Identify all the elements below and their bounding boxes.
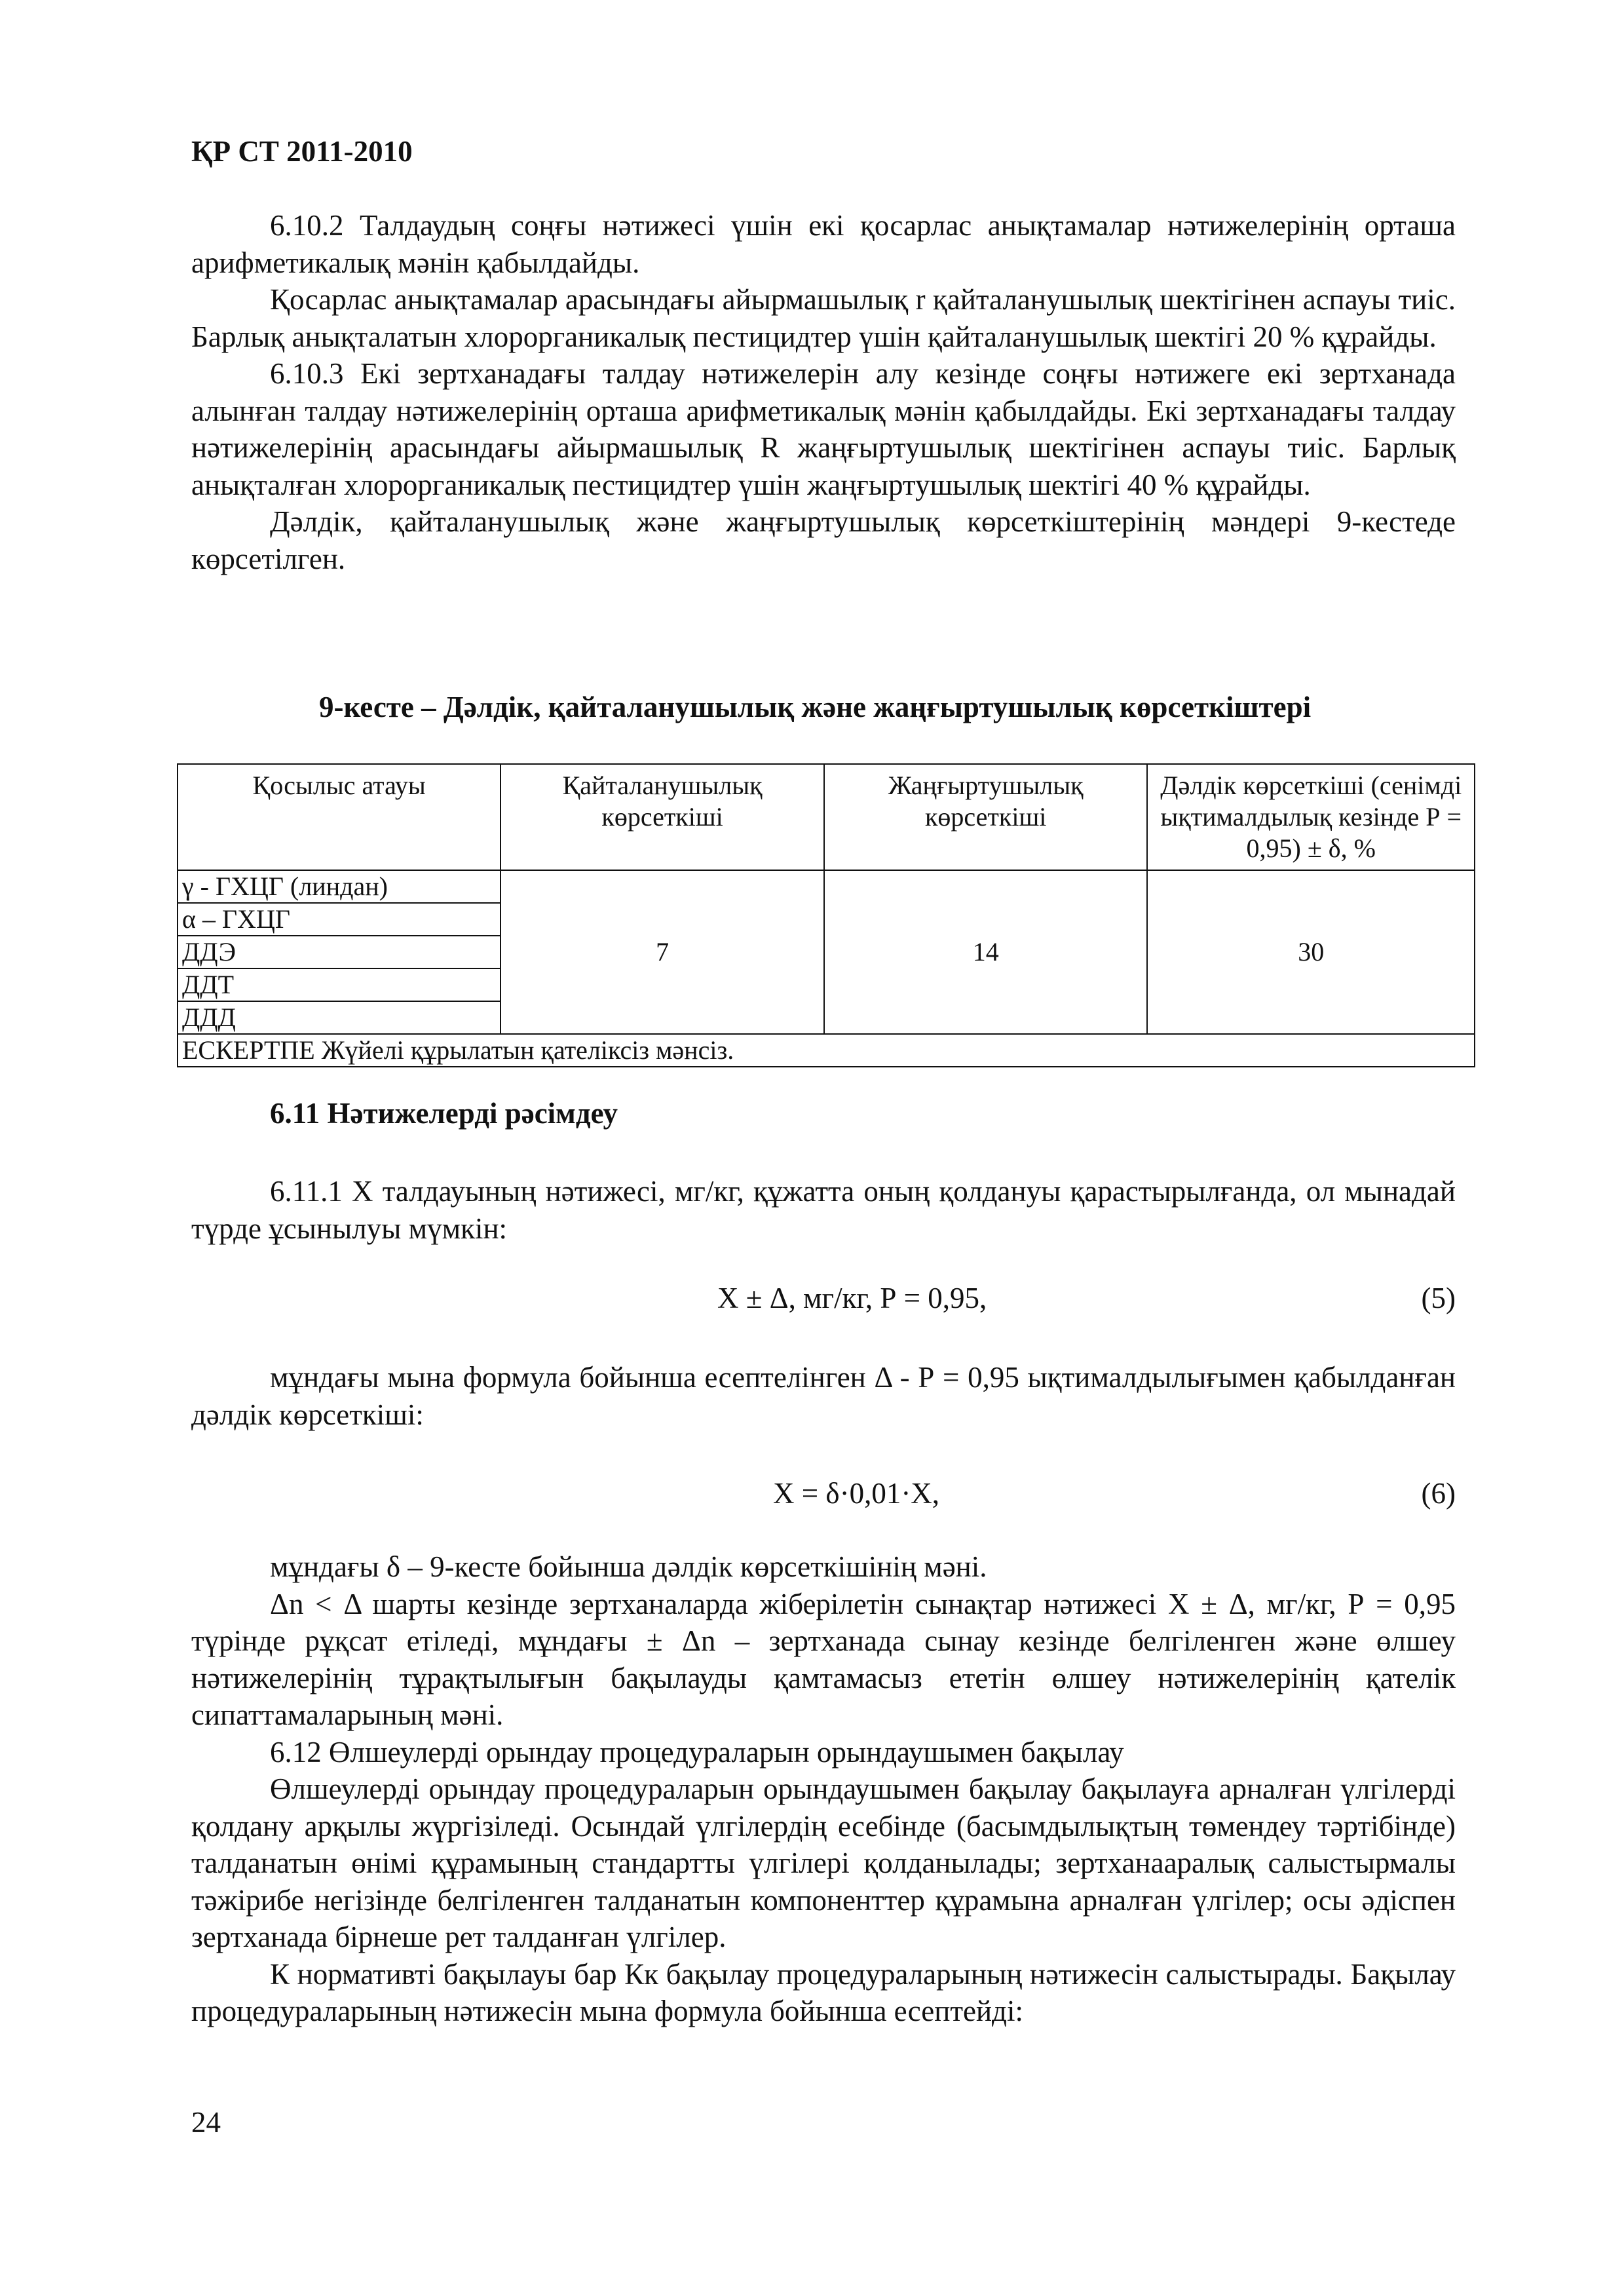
header-reproducibility: Жаңғыртушылық көрсеткіші — [824, 764, 1148, 870]
section-611-text — [191, 1173, 1456, 1247]
section-heading: 6.11 Нәтижелерді рәсімдеу — [270, 1097, 618, 1130]
repeatability-value: 7 — [500, 870, 824, 1034]
header-compound-name: Қосылыс атауы — [178, 764, 500, 870]
reproducibility-value: 14 — [824, 870, 1148, 1034]
table-note: ЕСКЕРТПЕ Жүйелі құрылатын қателіксіз мәнсіз. — [178, 1034, 1475, 1067]
paragraph: Δn < Δ шарты кезінде зертханаларда жіберілетін сынақтар нәтижесі Х ± Δ, мг/кг, Р = 0,95 түрінде рұқсат етіледі, мұндағы ± Δn – зертханада сынау кезінде белгіленген және өлшеу нәтижелерінің тұрақтылығын бақылауды қамтамасыз ететін өлшеу нәтижелерінің қателік сипаттамаларының мәні. — [191, 1587, 1456, 1731]
accuracy-value: 30 — [1147, 870, 1475, 1034]
compound-name: ДДЭ — [178, 936, 500, 968]
paragraph: 6.10.3 Екі зертханадағы талдау нәтижелерін алу кезінде соңғы нәтижеге екі зертханада алынған талдау нәтижелерінің орташа арифметикалық мәнін қабылдайды. Екі зертханадағы талдау нәтижелерінің арасындағы айырмашылық R жаңғыртушылық шектігінен аспауы тиіс. Барлық анықталған хлорорганикалық пестицидтер үшін жаңғыртушылық шектігі 40 % құрайды. — [191, 357, 1456, 501]
page-number: 24 — [191, 2106, 221, 2139]
formula-5: Х ± Δ, мг/кг, Р = 0,95, — [717, 1282, 987, 1314]
header-accuracy: Дәлдік көрсеткіші (сенімді ықтималдылық кезінде Р = 0,95) ± δ, % — [1147, 764, 1475, 870]
compound-name: α – ГХЦГ — [178, 903, 500, 936]
paragraph: Дәлдік, қайталанушылық және жаңғыртушылық көрсеткіштерінің мәндері 9-кестеде көрсетілген. — [191, 505, 1456, 575]
paragraph: К нормативті бақылауы бар Кк бақылау процедураларының нәтижесін салыстырады. Бақылау процедураларының нәтижесін мына формула бойынша есептейді: — [191, 1957, 1456, 2027]
table-row — [178, 870, 1475, 903]
compound-name: ДДТ — [178, 968, 500, 1001]
paragraph: мұндағы мына формула бойынша есептелінген Δ - Р = 0,95 ықтималдылығымен қабылданған дәлдік көрсеткіші: — [191, 1361, 1456, 1431]
table-header-row — [178, 764, 1475, 870]
table-title: 9-кесте – Дәлдік, қайталанушылық және жаңғыртушылық көрсеткіштері — [319, 691, 1312, 723]
formula-5-number: (5) — [1421, 1282, 1456, 1314]
table-note-row — [178, 1034, 1475, 1067]
delta-text — [191, 1359, 1456, 1433]
bottom-text-block — [191, 1548, 1456, 2030]
formula-6-number: (6) — [1421, 1477, 1456, 1510]
accuracy-table — [177, 763, 1475, 1067]
paragraph: мұндағы δ – 9-кесте бойынша дәлдік көрсеткішінің мәні. — [270, 1550, 987, 1583]
formula-6: Х = δ·0,01·Х, — [773, 1477, 940, 1510]
compound-name: ДДД — [178, 1001, 500, 1034]
top-text-block — [191, 207, 1456, 577]
paragraph: 6.12 Өлшеулерді орындау процедураларын орындаушымен бақылау — [270, 1735, 1124, 1769]
header-repeatability: Қайталанушылық көрсеткіші — [500, 764, 824, 870]
paragraph: Қосарлас анықтамалар арасындағы айырмашылық r қайталанушылық шектігінен аспауы тиіс. Барлық анықталатын хлорорганикалық пестицидтер үшін қайталанушылық шектігі 20 % құрайды. — [191, 283, 1456, 353]
compound-name: γ - ГХЦГ (линдан) — [178, 870, 500, 903]
standard-code-header: ҚР СТ 2011-2010 — [191, 135, 413, 168]
paragraph: 6.11.1 X талдауының нәтижесі, мг/кг, құжатта оның қолдануы қарастырылғанда, ол мынадай түрде ұсынылуы мүмкін: — [191, 1175, 1456, 1245]
paragraph: 6.10.2 Талдаудың соңғы нәтижесі үшін екі қосарлас анықтамалар нәтижелерінің орташа арифметикалық мәнін қабылдайды. — [191, 209, 1456, 279]
paragraph: Өлшеулерді орындау процедураларын орындаушымен бақылау бақылауға арналған үлгілерді қолдану арқылы жүргізіледі. Осындай үлгілердің есебінде (басымдылықтың төмендеу тәртібінде) талданатын өнімі құрамының стандартты үлгілері қолданылады; зертханааралық салыстырмалы тәжірибе негізінде белгіленген талданатын компоненттер құрамына арналған үлгілер; осы әдіспен зертханада бірнеше рет талданған үлгілер. — [191, 1772, 1456, 1953]
